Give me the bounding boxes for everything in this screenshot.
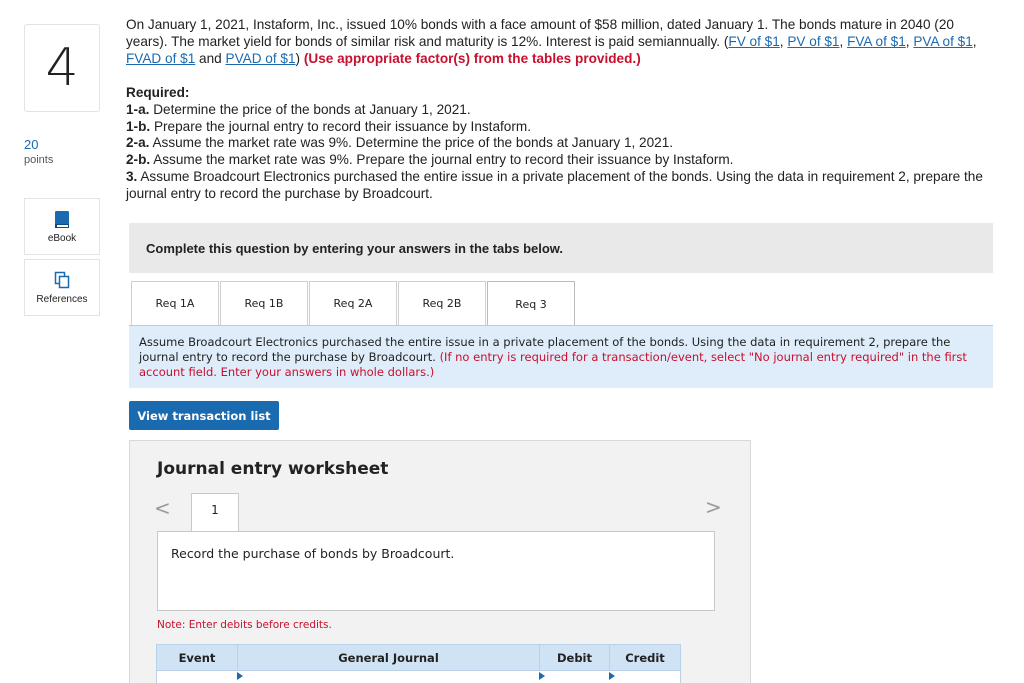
required-item: 1-a. Determine the price of the bonds at January 1, 2021.: [126, 101, 471, 117]
col-credit: Credit: [609, 644, 681, 671]
chevron-right-icon[interactable]: >: [705, 495, 722, 519]
sep: and: [195, 51, 226, 66]
required-list: [126, 85, 996, 203]
points-label: points: [24, 154, 54, 166]
tab-req-3[interactable]: Req 3: [487, 281, 575, 326]
problem-statement: [126, 16, 996, 67]
chevron-left-icon[interactable]: <: [154, 496, 171, 520]
complete-question-bar: Complete this question by entering your answers in the tabs below.: [129, 223, 993, 273]
required-item: 3. Assume Broadcourt Electronics purchased the entire issue in a private placement of the bonds. Using the data in requirement 2, prepare the journal entry to record the purchase by Broadcourt.: [126, 168, 983, 201]
instruction-text: Assume Broadcourt Electronics purchased the entire issue in a private placement of the bonds. Using the data in requirement 2, prepare the journal entry to record the purchase by Broadcourt.: [139, 335, 951, 364]
requirement-tabs: [131, 281, 576, 326]
required-item: 1-b. Prepare the journal entry to record their issuance by Instaform.: [126, 118, 531, 134]
tab-instruction-panel: [129, 326, 993, 388]
worksheet-page-tab[interactable]: 1: [191, 493, 239, 533]
dropdown-arrow-icon[interactable]: [237, 672, 243, 680]
problem-text: On January 1, 2021, Instaform, Inc., issued 10% bonds with a face amount of $58 million, dated January 1. The bonds mature in 2040 (20 years). The market yield for bonds of similar risk and maturity is 12%. Interest is paid semiannually. (: [126, 17, 954, 49]
sep: ,: [972, 34, 977, 49]
record-instruction-box: Record the purchase of bonds by Broadcourt.: [157, 531, 715, 611]
tab-req-1b[interactable]: Req 1B: [220, 281, 308, 325]
sep: ): [295, 51, 304, 66]
tab-req-2b[interactable]: Req 2B: [398, 281, 486, 325]
required-item: 2-b. Assume the market rate was 9%. Prepare the journal entry to record their issuance by Instaform.: [126, 152, 734, 168]
ebook-button[interactable]: [24, 198, 100, 255]
view-transaction-list-button[interactable]: View transaction list: [129, 401, 279, 430]
points-value: 20: [24, 137, 39, 152]
journal-table-header: [156, 644, 681, 671]
instruction-red-text: (If no entry is required for a transaction/event, select "No journal entry required" in the first account field. Enter your answers in whole dollars.): [139, 350, 967, 379]
link-pva[interactable]: PVA of $1: [913, 34, 973, 49]
col-debit: Debit: [539, 644, 609, 671]
required-item: 2-a. Assume the market rate was 9%. Determine the price of the bonds at January 1, 2021.: [126, 135, 674, 151]
question-number: 4: [45, 38, 79, 98]
references-label: References: [36, 294, 88, 305]
references-button[interactable]: [24, 259, 100, 316]
link-fv[interactable]: FV of $1: [728, 34, 780, 49]
link-pvad[interactable]: PVAD of $1: [225, 51, 296, 66]
dropdown-arrow-icon[interactable]: [539, 672, 545, 680]
question-number-box: [24, 24, 100, 112]
link-pv[interactable]: PV of $1: [787, 34, 840, 49]
link-fva[interactable]: FVA of $1: [847, 34, 906, 49]
link-fvad[interactable]: FVAD of $1: [126, 51, 196, 66]
debits-note: Note: Enter debits before credits.: [157, 619, 332, 631]
required-heading: Required:: [126, 85, 190, 100]
book-icon: [54, 209, 70, 229]
worksheet-title: Journal entry worksheet: [157, 459, 389, 479]
sep: ,: [779, 34, 788, 49]
tab-req-2a[interactable]: Req 2A: [309, 281, 397, 325]
copy-documents-icon: [54, 270, 70, 290]
table-row[interactable]: [156, 671, 681, 683]
ebook-label: eBook: [47, 233, 77, 244]
tab-req-1a[interactable]: Req 1A: [131, 281, 219, 325]
sep: ,: [905, 34, 914, 49]
journal-entry-worksheet: [129, 440, 751, 683]
sep: ,: [839, 34, 848, 49]
col-general-journal: General Journal: [237, 644, 539, 671]
col-event: Event: [156, 644, 237, 671]
dropdown-arrow-icon[interactable]: [609, 672, 615, 680]
factor-instruction: (Use appropriate factor(s) from the tables provided.): [303, 51, 641, 66]
